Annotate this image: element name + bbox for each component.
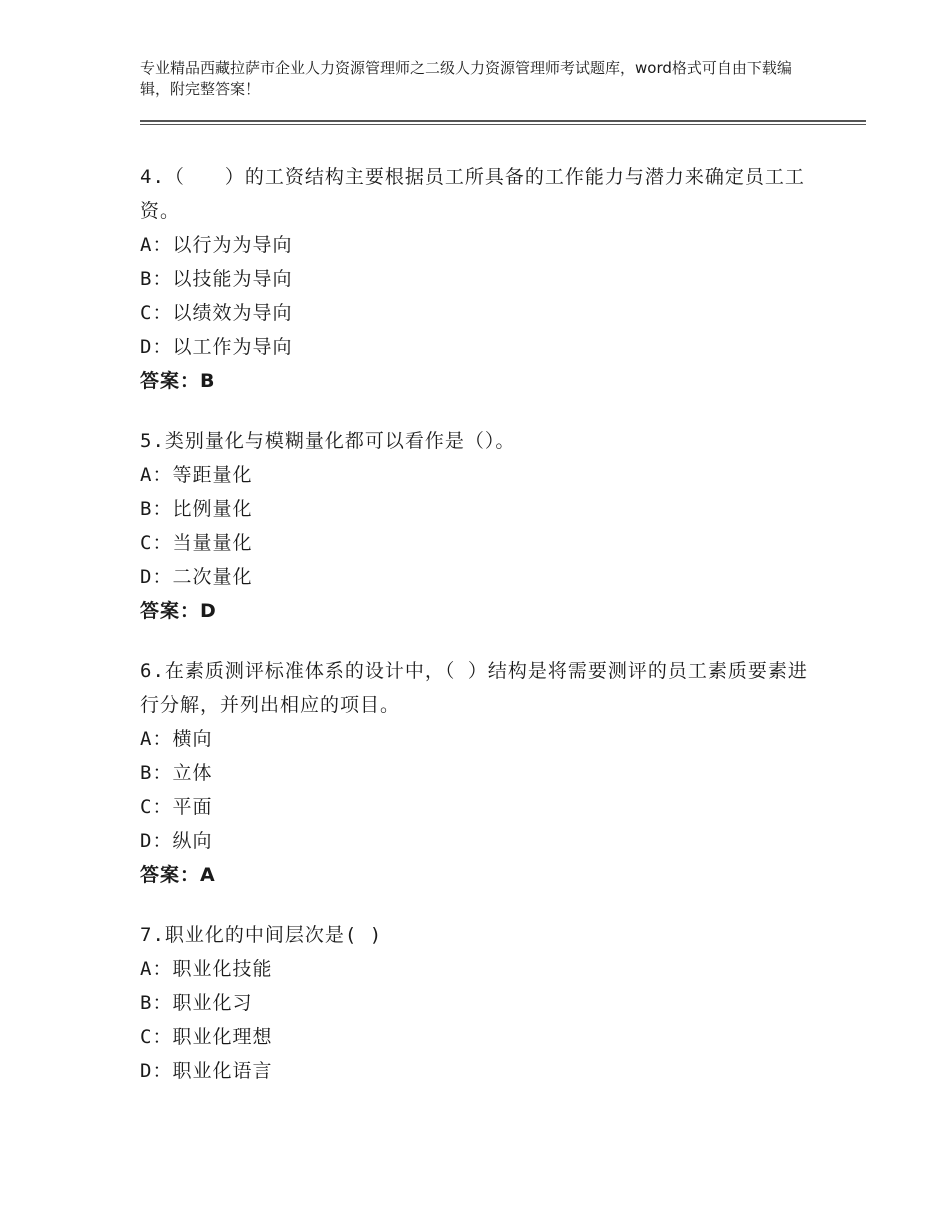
option-d: D：二次量化 <box>140 566 253 588</box>
option-c: C：当量量化 <box>140 532 253 554</box>
option-d: D：纵向 <box>140 830 213 852</box>
answer-label: 答案：A <box>140 864 216 886</box>
question-list <box>140 160 820 1114</box>
option-c: C：职业化理想 <box>140 1026 273 1048</box>
question-7 <box>140 918 820 1088</box>
question-stem: 7.职业化的中间层次是( ) <box>140 924 383 946</box>
option-b: B：职业化习 <box>140 992 253 1014</box>
question-4 <box>140 160 820 398</box>
question-stem: 4.（ ）的工资结构主要根据员工所具备的工作能力与潜力来确定员工工资。 <box>140 166 805 222</box>
header-divider-thick <box>140 120 866 122</box>
question-6 <box>140 654 820 892</box>
option-a: A：以行为为导向 <box>140 234 293 256</box>
option-b: B：立体 <box>140 762 213 784</box>
answer-label: 答案：B <box>140 370 216 392</box>
option-c: C：以绩效为导向 <box>140 302 293 324</box>
header-divider-thin <box>140 124 866 125</box>
option-a: A：等距量化 <box>140 464 253 486</box>
option-b: B：以技能为导向 <box>140 268 293 290</box>
option-a: A：职业化技能 <box>140 958 273 980</box>
question-stem: 6.在素质测评标准体系的设计中，（ ）结构是将需要测评的员工素质要素进行分解，并列出相应的项目。 <box>140 660 808 716</box>
question-5 <box>140 424 820 628</box>
option-d: D：职业化语言 <box>140 1060 273 1082</box>
answer-label: 答案：D <box>140 600 217 622</box>
option-b: B：比例量化 <box>140 498 253 520</box>
option-d: D：以工作为导向 <box>140 336 293 358</box>
header-text: 专业精品西藏拉萨市企业人力资源管理师之二级人力资源管理师考试题库，word格式可自由下载编辑，附完整答案！ <box>140 59 792 98</box>
option-c: C：平面 <box>140 796 213 818</box>
document-header <box>140 58 820 100</box>
option-a: A：横向 <box>140 728 213 750</box>
question-stem: 5.类别量化与模糊量化都可以看作是（）。 <box>140 430 516 452</box>
